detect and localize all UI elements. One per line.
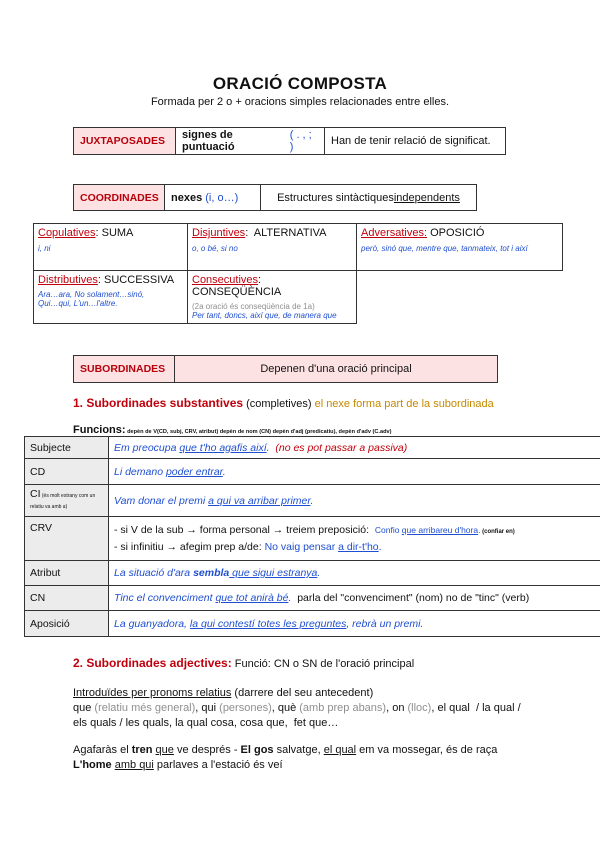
rel-elqual: , el qual / la qual / <box>431 702 521 714</box>
functions-table <box>24 436 600 637</box>
ex-text: Vam donar el premi <box>114 494 209 507</box>
ex-extra: parla del "convenciment" (nom) no de "tinc" (verb) <box>291 592 530 604</box>
func-example <box>109 459 600 485</box>
adjectives-heading <box>73 656 414 670</box>
adversatives-cell <box>357 224 563 271</box>
ex-extra: (no es pot passar a passiva) <box>269 441 408 454</box>
page-title: ORACIÓ COMPOSTA <box>212 74 388 93</box>
consecutives-desc: CONSEQÜÈNCIA <box>192 286 282 298</box>
ex1-g: salvatge, <box>273 744 324 756</box>
adversatives-ex: però, sinó que, mentre que, tanmateix, tot i així <box>361 244 528 253</box>
ex-text: La situació d'ara <box>114 567 194 579</box>
func-key <box>25 485 109 517</box>
ex-post: . <box>222 465 226 478</box>
ex2-ambqui: amb qui <box>114 759 154 771</box>
ex-post: . <box>317 567 321 579</box>
rel-qui: , qui <box>195 702 217 714</box>
table-row <box>25 586 600 611</box>
crv-line1-ex-post: . <box>478 524 481 535</box>
crv-line1-ex: Confio <box>374 524 402 535</box>
rel-on-note: (lloc) <box>404 702 432 714</box>
distributives-sep: : <box>97 274 101 286</box>
table-row <box>25 561 600 586</box>
crv-line1-ex-ul: que arribareu d'hora <box>401 524 479 535</box>
ex1-e: ve després - <box>173 744 241 756</box>
table-row <box>25 485 600 517</box>
nexes-examples: (i, o…) <box>205 191 239 204</box>
coordinades-nexes <box>165 185 261 210</box>
func-example <box>109 485 600 517</box>
ex-underlined: poder entrar <box>165 465 223 478</box>
func-key: CRV <box>25 517 109 561</box>
distributives-desc: SUCCESSIVA <box>100 274 175 286</box>
ex-bold: sembla <box>193 567 230 579</box>
crv-line2 <box>114 540 597 555</box>
adjectives-func: Funció: CN o SN de l'oració principal <box>231 658 415 670</box>
crv-line2-text: - si infinitiu → afegim prep a/de: <box>114 540 265 553</box>
disjuntives-desc: ALTERNATIVA <box>248 227 327 239</box>
func-key: Subjecte <box>25 437 109 459</box>
copulatives-name: Copulatives <box>38 227 96 239</box>
intro-line <box>73 686 533 701</box>
juxtaposades-signes <box>176 128 325 154</box>
copulatives-sep: : <box>95 227 99 239</box>
empty-cell <box>357 271 563 324</box>
func-key-main: CI <box>30 487 41 500</box>
page-subtitle: Formada per 2 o + oracions simples relacionades entre elles. <box>150 96 450 108</box>
distributives-cell <box>34 271 188 324</box>
coord-types-grid <box>33 223 563 324</box>
func-key: CN <box>25 586 109 611</box>
ex-text: Tinc el convenciment <box>114 592 216 604</box>
distributives-name: Distributives <box>38 274 98 286</box>
ex2-lhome: L'home <box>73 759 112 771</box>
coordinades-note-underlined: independents <box>393 191 460 204</box>
substantives-extra: el nexe forma part de la subordinada <box>311 398 494 410</box>
subordinades-bar <box>73 355 498 383</box>
rel-que: que <box>73 702 92 714</box>
consecutives-name: Consecutives <box>192 274 259 286</box>
subordinades-label: SUBORDINADES <box>74 356 175 382</box>
example-line1 <box>73 743 543 758</box>
adjectives-body <box>73 686 533 731</box>
func-example <box>109 561 600 586</box>
ex-post: . <box>288 592 292 604</box>
intro-rest: (darrere del seu antecedent) <box>231 687 374 699</box>
coordinades-note-text: Estructures sintàctiques <box>277 191 394 204</box>
coordinades-note <box>261 185 476 210</box>
ex-post: . <box>266 441 270 454</box>
rel-on: , on <box>386 702 405 714</box>
ex1-i: em va mossegar, és de raça <box>356 744 498 756</box>
consecutives-cell <box>188 271 357 324</box>
disjuntives-ex: o, o bé, si no <box>192 244 238 253</box>
consecutives-ex: Per tant, doncs, així que, de manera que <box>192 311 337 320</box>
ex-underlined: a qui va arribar primer <box>208 494 311 507</box>
coordinades-bar <box>73 184 477 211</box>
juxtaposades-note: Han de tenir relació de significat. <box>331 135 491 147</box>
func-example <box>109 586 600 611</box>
crv-line1-text: - si V de la sub → forma personal → treiem preposició: <box>114 523 375 536</box>
disjuntives-name: Disjuntives <box>192 227 246 239</box>
rel-que2: , què <box>271 702 297 714</box>
distributives-ex2: Qui…qui, L'un…l'altre. <box>38 299 118 308</box>
func-key-note: (és molt estrany com un relatiu va amb a) <box>30 492 96 510</box>
intro-underlined: Introduïdes per pronoms relatius <box>73 687 232 699</box>
crv-line1-small: (confiar en) <box>480 528 515 535</box>
ex1-tren: tren <box>131 744 153 756</box>
table-row <box>25 437 600 459</box>
table-row <box>25 459 600 485</box>
ex1-elqual: el qual <box>323 744 357 756</box>
substantives-paren: (completives) <box>243 398 312 410</box>
adversatives-name: Adversatives: <box>361 227 428 239</box>
rel-qui-note: (persones) <box>216 702 272 714</box>
ex2-d: parlaves a l'estació és veí <box>153 759 283 771</box>
coordinades-label: COORDINADES <box>74 185 165 210</box>
func-key: CD <box>25 459 109 485</box>
example-line2 <box>73 758 543 773</box>
substantives-title: 1. Subordinades substantives <box>73 396 244 410</box>
consecutives-sep: : <box>258 274 262 286</box>
crv-line2-ex-post: . <box>378 540 382 553</box>
ex-underlined: que tot anirà bé <box>215 592 289 604</box>
funcions-label: Funcions: <box>73 424 126 436</box>
juxtaposades-label: JUXTAPOSADES <box>74 128 176 154</box>
copulatives-ex: i, ni <box>38 244 51 253</box>
distributives-ex1: Ara…ara, No solament…sinó, <box>38 290 145 299</box>
ex1-que: que <box>155 744 174 756</box>
func-key: Aposició <box>25 611 109 637</box>
funcions-text: depèn de V(CD, subj, CRV, atribut) depèn de nom (CN) depèn d'adj (predicatiu), depèn d'adv (C.adv) <box>125 429 392 435</box>
ex1-a: Agafaràs el <box>73 744 132 756</box>
signes-label: signes de puntuació <box>182 129 235 153</box>
ex-underlined: que t'ho agafis així <box>179 441 267 454</box>
adjectives-title: 2. Subordinades adjectives: <box>73 656 232 670</box>
signes-punct: ( . , ; ) <box>289 129 312 153</box>
rel-que2-note: (amb prep abans) <box>296 702 387 714</box>
juxtaposades-bar <box>73 127 506 155</box>
copulatives-desc: SUMA <box>98 227 134 239</box>
table-row <box>25 517 600 561</box>
func-example <box>109 517 600 561</box>
func-example <box>109 611 600 637</box>
ex-post: . <box>310 494 314 507</box>
ex1-elgos: El gos <box>240 744 274 756</box>
ex-underlined: que sigui estranya <box>229 567 318 579</box>
disjuntives-cell <box>188 224 357 271</box>
ex-text: La guanyadora, <box>114 617 190 630</box>
crv-line1 <box>114 523 597 540</box>
ex-text: Li demano <box>114 465 166 478</box>
consecutives-note: (2a oració és conseqüència de 1a) <box>192 302 315 311</box>
ex-post: , rebrà un premi. <box>346 617 424 630</box>
subordinades-note: Depenen d'una oració principal <box>175 356 497 382</box>
copulatives-cell <box>34 224 188 271</box>
func-key: Atribut <box>25 561 109 586</box>
nexes-label: nexes <box>171 191 203 204</box>
ex-text: Em preocupa <box>114 441 180 454</box>
func-example <box>109 437 600 459</box>
relatives-line2: els quals / les quals, la qual cosa, cosa que, fet que… <box>73 717 339 729</box>
substantives-heading <box>73 396 494 410</box>
crv-line2-ex: No vaig pensar <box>264 540 339 553</box>
adversatives-desc: OPOSICIÓ <box>427 227 485 239</box>
ex-underlined: la qui contestí totes les preguntes <box>189 617 347 630</box>
table-row <box>25 611 600 637</box>
crv-line2-ex-ul: a dir-t'ho <box>338 540 379 553</box>
disjuntives-sep: : <box>245 227 249 239</box>
relatives-line1 <box>73 701 533 716</box>
adjectives-examples <box>73 743 543 773</box>
rel-que-note: (relatiu més general) <box>91 702 196 714</box>
